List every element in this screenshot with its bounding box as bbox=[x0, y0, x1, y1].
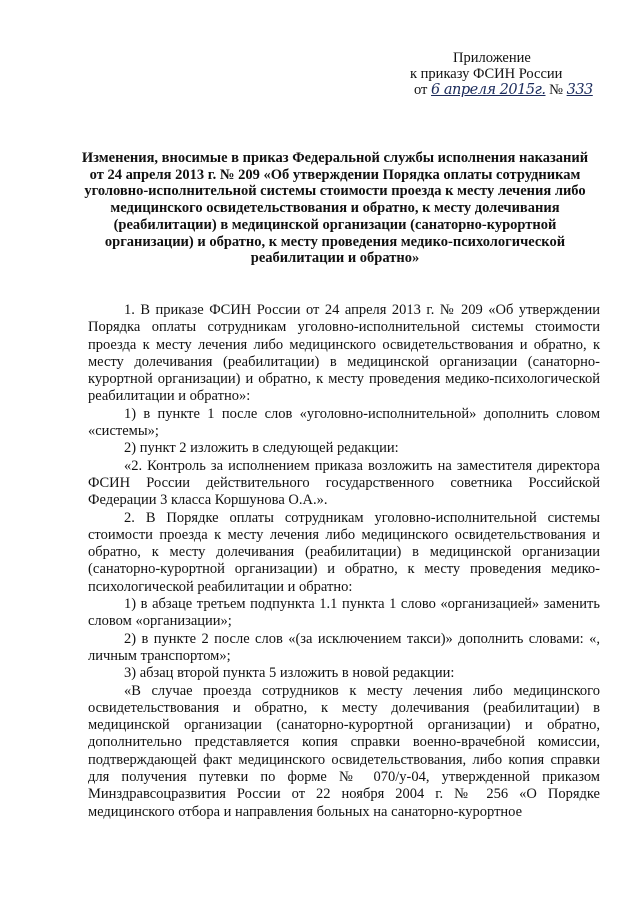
handwritten-number: 333 bbox=[566, 82, 593, 98]
appendix-from-prefix: от bbox=[414, 82, 428, 98]
paragraph: 2. В Порядке оплаты сотрудникам уголовно-исполнительной системы стоимости проезда к месту лечения либо медицинского освидетельствования и обратно, к месту долечивания (реабилитации) в медицинской организации (санаторно-курортной организации) и обратно, к месту проведения медико-психологической реабилитации и обратно: bbox=[88, 509, 600, 595]
paragraph: 3) абзац второй пункта 5 изложить в новой редакции: bbox=[124, 665, 455, 682]
document-body bbox=[88, 302, 600, 821]
paragraph: 2) пункт 2 изложить в следующей редакции: bbox=[124, 440, 399, 457]
paragraph: 1) в пункте 1 после слов «уголовно-исполнительной» дополнить словом «системы»; bbox=[88, 405, 600, 440]
paragraph: 1. В приказе ФСИН России от 24 апреля 2013 г. № 209 «Об утверждении Порядка оплаты сотрудникам уголовно-исполнительной системы стоимости проезда к месту лечения либо медицинского освидетельствования и обратно, к месту долечивания (реабилитации) в медицинской организации (санаторно-курортной организации) и обратно, к месту проведения медико-психологической реабилитации и обратно»: bbox=[88, 302, 600, 405]
appendix-header bbox=[410, 50, 610, 98]
number-sign: № bbox=[549, 82, 563, 98]
appendix-order-ref: к приказу ФСИН России bbox=[410, 66, 563, 82]
appendix-date-line bbox=[410, 82, 610, 98]
paragraph: 2) в пункте 2 после слов «(за исключением такси)» дополнить словами: «, личным транспортом»; bbox=[88, 630, 600, 664]
document-title: Изменения, вносимые в приказ Федеральной службы исполнения наказаний от 24 апреля 2013 г. № 209 «Об утверждении Порядка оплаты сотрудникам уголовно-исполнительной системы стоимости проезда к месту лечения либо медицинского освидетельствования и обратно, к месту долечивания (реабилитации) в медицинской организации (санаторно-курортной организации) и обратно, к месту проведения медико-психологической реабилитации и обратно» bbox=[81, 150, 589, 267]
paragraph: 1) в абзаце третьем подпункта 1.1 пункта 1 слово «организацией» заменить словом «организации»; bbox=[88, 596, 600, 630]
handwritten-date: 6 апреля 2015г. bbox=[431, 82, 546, 98]
paragraph: «В случае проезда сотрудников к месту лечения либо медицинского освидетельствования и обратно, к месту долечивания (реабилитации) в медицинской организации (санаторно-курортной организации) и обратно, дополнительно представляется копия справки военно-врачебной комиссии, подтверждающей факт медицинского освидетельствования, либо копия справки для получения путевки по форме № 070/у-04, утвержденной приказом Минздравсоцразвития России от 22 ноября 2004 г. № 256 «О Порядке медицинского отбора и направления больных на санаторно-курортное bbox=[88, 682, 600, 820]
paragraph: «2. Контроль за исполнением приказа возложить на заместителя директора ФСИН России действительного государственного советника Российской Федерации 3 класса Коршунова О.А.». bbox=[88, 457, 600, 509]
appendix-label: Приложение bbox=[453, 50, 531, 66]
